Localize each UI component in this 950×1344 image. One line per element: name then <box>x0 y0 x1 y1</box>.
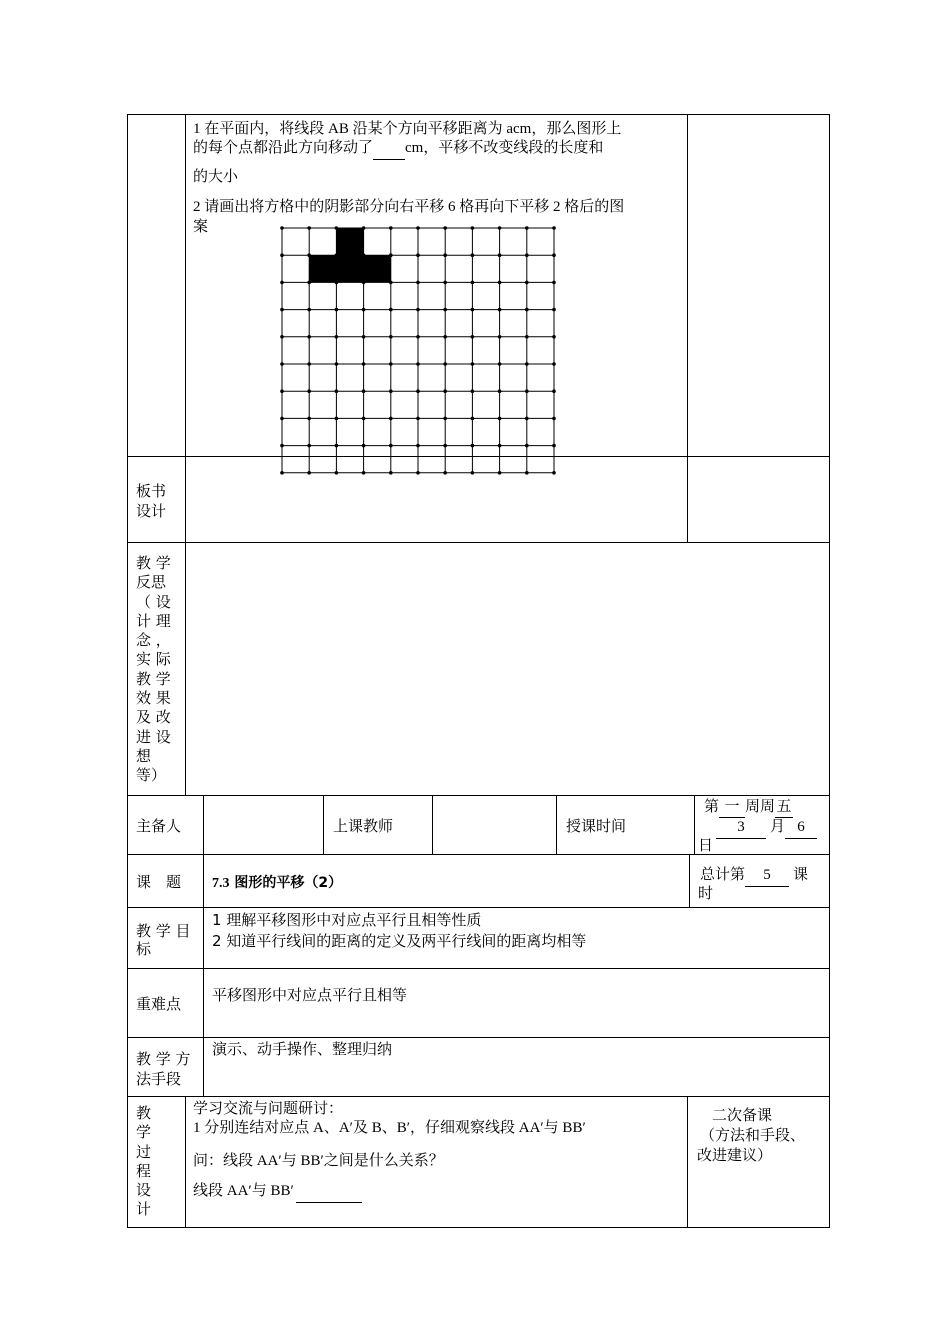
process-label-char-4: 程 <box>136 1161 152 1180</box>
grid-dot-0-4 <box>389 226 393 230</box>
grid-dot-2-4 <box>389 281 393 285</box>
board-design-label-2: 设计 <box>136 502 167 520</box>
grid-dot-2-5 <box>416 281 420 285</box>
total-suffix: 课 <box>793 865 809 883</box>
grid-dot-4-5 <box>416 335 420 339</box>
second-prep-line-3: 改进建议） <box>697 1146 773 1164</box>
grid-dot-2-6 <box>443 281 447 285</box>
grid-dot-0-5 <box>416 226 420 230</box>
grid-dot-4-8 <box>498 335 502 339</box>
second-prep-line-2: （方法和手段、 <box>700 1126 806 1144</box>
grid-dot-1-7 <box>471 253 475 257</box>
grid-dot-5-0 <box>280 362 284 366</box>
week-prefix: 第 <box>704 797 720 815</box>
grid-dot-4-9 <box>525 335 529 339</box>
exercise-1-text-after-blank: cm，平移不改变线段的长度和 <box>405 140 604 156</box>
grid-dot-5-6 <box>443 362 447 366</box>
grid-dot-1-1 <box>307 253 311 257</box>
grid-dot-3-6 <box>443 308 447 312</box>
key-points-value: 平移图形中对应点平行且相等 <box>212 986 408 1004</box>
reflection-label-line-3: （ 设 <box>136 592 171 611</box>
grid-dot-2-3 <box>362 281 366 285</box>
grid-dot-5-8 <box>498 362 502 366</box>
grid-dot-2-9 <box>525 281 529 285</box>
process-answer-blank[interactable] <box>296 1180 362 1203</box>
grid-dot-6-8 <box>498 389 502 393</box>
grid-dot-9-2 <box>335 471 339 475</box>
total-lessons-line <box>700 863 808 887</box>
reflection-label-line-5: 念 ， <box>136 631 171 650</box>
process-line-4 <box>193 1180 362 1203</box>
week-line <box>704 795 793 818</box>
grid-dot-0-10 <box>552 226 556 230</box>
grid-dot-9-4 <box>389 471 393 475</box>
exercise-2-line-1: 2 请画出将方格中的阴影部分向右平移 6 格再向下平移 2 格后的图 <box>193 199 625 215</box>
process-label-char-1: 教 <box>136 1104 152 1122</box>
grid-dot-3-10 <box>552 308 556 312</box>
grid-dot-3-5 <box>416 308 420 312</box>
grid-dot-8-10 <box>552 444 556 448</box>
grid-dot-3-3 <box>362 308 366 312</box>
process-line-1: 学习交流与问题研讨： <box>193 1099 344 1117</box>
grid-dot-0-9 <box>525 226 529 230</box>
grid-dot-1-0 <box>280 253 284 257</box>
grid-dot-9-3 <box>362 471 366 475</box>
grid-dot-5-4 <box>389 362 393 366</box>
grid-dot-1-5 <box>416 253 420 257</box>
reflection-label-line-4: 计 理 <box>136 611 171 630</box>
reflection-label-line-12: 等） <box>136 766 167 785</box>
process-line-3: 问：线段 AA′与 BB′之间是什么关系？ <box>193 1153 444 1169</box>
grid-dot-8-9 <box>525 444 529 448</box>
grid-dot-4-0 <box>280 335 284 339</box>
grid-dot-3-1 <box>307 308 311 312</box>
grid-dot-3-9 <box>525 308 529 312</box>
grid-dot-0-0 <box>280 226 284 230</box>
grid-dot-0-2 <box>335 226 339 230</box>
reflection-label-line-11: 想 <box>136 746 152 765</box>
grid-dot-6-9 <box>525 389 529 393</box>
grid-dot-6-10 <box>552 389 556 393</box>
grid-dot-4-10 <box>552 335 556 339</box>
grid-dot-4-1 <box>307 335 311 339</box>
shaded-cell-4 <box>364 255 391 282</box>
shaded-cell-2 <box>309 255 336 282</box>
grid-dot-7-7 <box>471 417 475 421</box>
grid-dot-2-10 <box>552 281 556 285</box>
topic-label: 课 题 <box>136 873 182 891</box>
board-design-label-1: 板书 <box>136 482 167 500</box>
grid-dot-2-0 <box>280 281 284 285</box>
month-number[interactable]: 3 <box>716 816 766 839</box>
preparer-field[interactable] <box>205 797 321 853</box>
grid-dot-8-1 <box>307 444 311 448</box>
reflection-label-line-9: 及 改 <box>136 708 171 727</box>
second-prep-title: 二次备课 <box>712 1106 773 1124</box>
grid-dot-1-6 <box>443 253 447 257</box>
total-prefix: 总计第 <box>700 865 746 883</box>
day-label: 日 <box>698 836 714 854</box>
grid-dot-7-5 <box>416 417 420 421</box>
grid-dot-6-1 <box>307 389 311 393</box>
topic-section-number: 7.3 <box>212 876 230 891</box>
grid-dot-6-2 <box>335 389 339 393</box>
weekday[interactable]: 五 <box>775 795 793 818</box>
grid-dot-9-1 <box>307 471 311 475</box>
shaded-cell-1 <box>336 228 363 255</box>
grid-dot-6-3 <box>362 389 366 393</box>
preparer-label: 主备人 <box>136 817 182 835</box>
grid-dot-0-6 <box>443 226 447 230</box>
grid-dot-9-7 <box>471 471 475 475</box>
reflection-label-line-6: 实 际 <box>136 650 171 669</box>
grid-dot-2-1 <box>307 281 311 285</box>
reflection-label-line-1: 教 学 <box>136 554 171 572</box>
grid-dot-8-6 <box>443 444 447 448</box>
grid-dot-3-2 <box>335 308 339 312</box>
grid-dot-5-3 <box>362 362 366 366</box>
methods-label-2: 法手段 <box>136 1070 182 1088</box>
grid-dot-2-7 <box>471 281 475 285</box>
teacher-label: 上课教师 <box>333 817 394 835</box>
goal-item-1: 1 理解平移图形中对应点平行且相等性质 <box>212 911 482 929</box>
grid-dot-6-4 <box>389 389 393 393</box>
grid-dot-8-2 <box>335 444 339 448</box>
grid-dot-5-1 <box>307 362 311 366</box>
goals-label-2: 标 <box>136 940 152 958</box>
grid-dot-1-9 <box>525 253 529 257</box>
grid-dot-0-3 <box>362 226 366 230</box>
day-number[interactable]: 6 <box>785 816 817 839</box>
reflection-label-line-7: 教 学 <box>136 669 171 688</box>
week-number[interactable]: 一 <box>719 795 745 818</box>
grid-dot-7-3 <box>362 417 366 421</box>
grid-dot-6-5 <box>416 389 420 393</box>
exercise-1-line-3: 的大小 <box>193 167 239 185</box>
grid-dot-7-8 <box>498 417 502 421</box>
grid-dot-7-9 <box>525 417 529 421</box>
grid-dot-8-3 <box>362 444 366 448</box>
class-time-label: 授课时间 <box>566 817 627 835</box>
shaded-cell-3 <box>336 255 363 282</box>
grid-dot-5-9 <box>525 362 529 366</box>
grid-dot-1-3 <box>362 253 366 257</box>
grid-dot-5-2 <box>335 362 339 366</box>
grid-dot-4-6 <box>443 335 447 339</box>
grid-dot-4-4 <box>389 335 393 339</box>
teacher-field[interactable] <box>434 797 554 853</box>
grid-dot-9-8 <box>498 471 502 475</box>
reflection-label-line-10: 进 设 <box>136 727 171 746</box>
grid-dot-9-0 <box>280 471 284 475</box>
reflection-label <box>136 554 178 786</box>
week-middle: 周周 <box>745 797 776 815</box>
grid-dot-7-10 <box>552 417 556 421</box>
grid-dot-3-7 <box>471 308 475 312</box>
process-line-2: 1 分别连结对应点 A、A′及 B、B′，仔细观察线段 AA′与 BB′ <box>193 1120 586 1136</box>
month-label: 月 <box>770 819 786 835</box>
grid-dot-4-2 <box>335 335 339 339</box>
grid-dot-7-2 <box>335 417 339 421</box>
grid-dot-3-8 <box>498 308 502 312</box>
grid-dot-5-5 <box>416 362 420 366</box>
grid-dot-1-4 <box>389 253 393 257</box>
grid-dot-7-1 <box>307 417 311 421</box>
exercise-2-line-2: 案 <box>193 217 209 235</box>
grid-dot-9-5 <box>416 471 420 475</box>
grid-dot-9-10 <box>552 471 556 475</box>
total-number[interactable]: 5 <box>745 864 789 887</box>
date-line <box>716 816 817 839</box>
reflection-label-line-2: 反思 <box>136 573 167 592</box>
grid-dot-9-9 <box>525 471 529 475</box>
process-label-char-5: 设 <box>136 1181 152 1200</box>
grid-dot-6-6 <box>443 389 447 393</box>
grid-dot-8-8 <box>498 444 502 448</box>
reflection-label-line-8: 效 果 <box>136 689 171 708</box>
grid-dot-1-8 <box>498 253 502 257</box>
grid-dot-8-0 <box>280 444 284 448</box>
grid-dot-6-0 <box>280 389 284 393</box>
grid-dot-9-6 <box>443 471 447 475</box>
grid-dot-8-5 <box>416 444 420 448</box>
process-line-4-text: 线段 AA′与 BB′ <box>193 1183 294 1199</box>
process-label <box>136 1104 156 1220</box>
grid-dot-3-4 <box>389 308 393 312</box>
grid-dot-7-6 <box>443 417 447 421</box>
exercise-1-text-before-blank: 的每个点都沿此方向移动了 <box>193 140 374 156</box>
grid-dot-4-3 <box>362 335 366 339</box>
grid-dot-1-2 <box>335 253 339 257</box>
grid-dot-6-7 <box>471 389 475 393</box>
grid-dot-5-7 <box>471 362 475 366</box>
methods-value: 演示、动手操作、整理归纳 <box>212 1040 393 1058</box>
grid-dot-0-7 <box>471 226 475 230</box>
grid-dot-1-10 <box>552 253 556 257</box>
process-label-char-2: 学 <box>136 1123 152 1142</box>
process-label-char-6: 计 <box>136 1200 152 1219</box>
exercise-1-line-1: 1 在平面内，将线段 AB 沿某个方向平移距离为 acm，那么图形上 <box>193 121 622 137</box>
grid-dot-8-4 <box>389 444 393 448</box>
process-label-char-3: 过 <box>136 1142 152 1161</box>
topic-title: 图形的平移（2） <box>234 875 343 891</box>
grid-dot-0-1 <box>307 226 311 230</box>
grid-dot-2-8 <box>498 281 502 285</box>
grid-dot-7-4 <box>389 417 393 421</box>
grid-dot-8-7 <box>471 444 475 448</box>
key-points-label: 重难点 <box>136 995 182 1013</box>
topic-value <box>212 872 342 895</box>
grid-dot-0-8 <box>498 226 502 230</box>
grid-dot-5-10 <box>552 362 556 366</box>
grid-dot-7-0 <box>280 417 284 421</box>
grid-dot-2-2 <box>335 281 339 285</box>
grid-dot-3-0 <box>280 308 284 312</box>
methods-label-1: 教 学 方 <box>136 1050 191 1068</box>
goal-item-2: 2 知道平行线间的距离的定义及两平行线间的距离均相等 <box>212 932 587 950</box>
total-lessons-line-2: 时 <box>698 884 714 902</box>
grid-dot-4-7 <box>471 335 475 339</box>
goals-label-1: 教 学 目 <box>136 922 191 940</box>
